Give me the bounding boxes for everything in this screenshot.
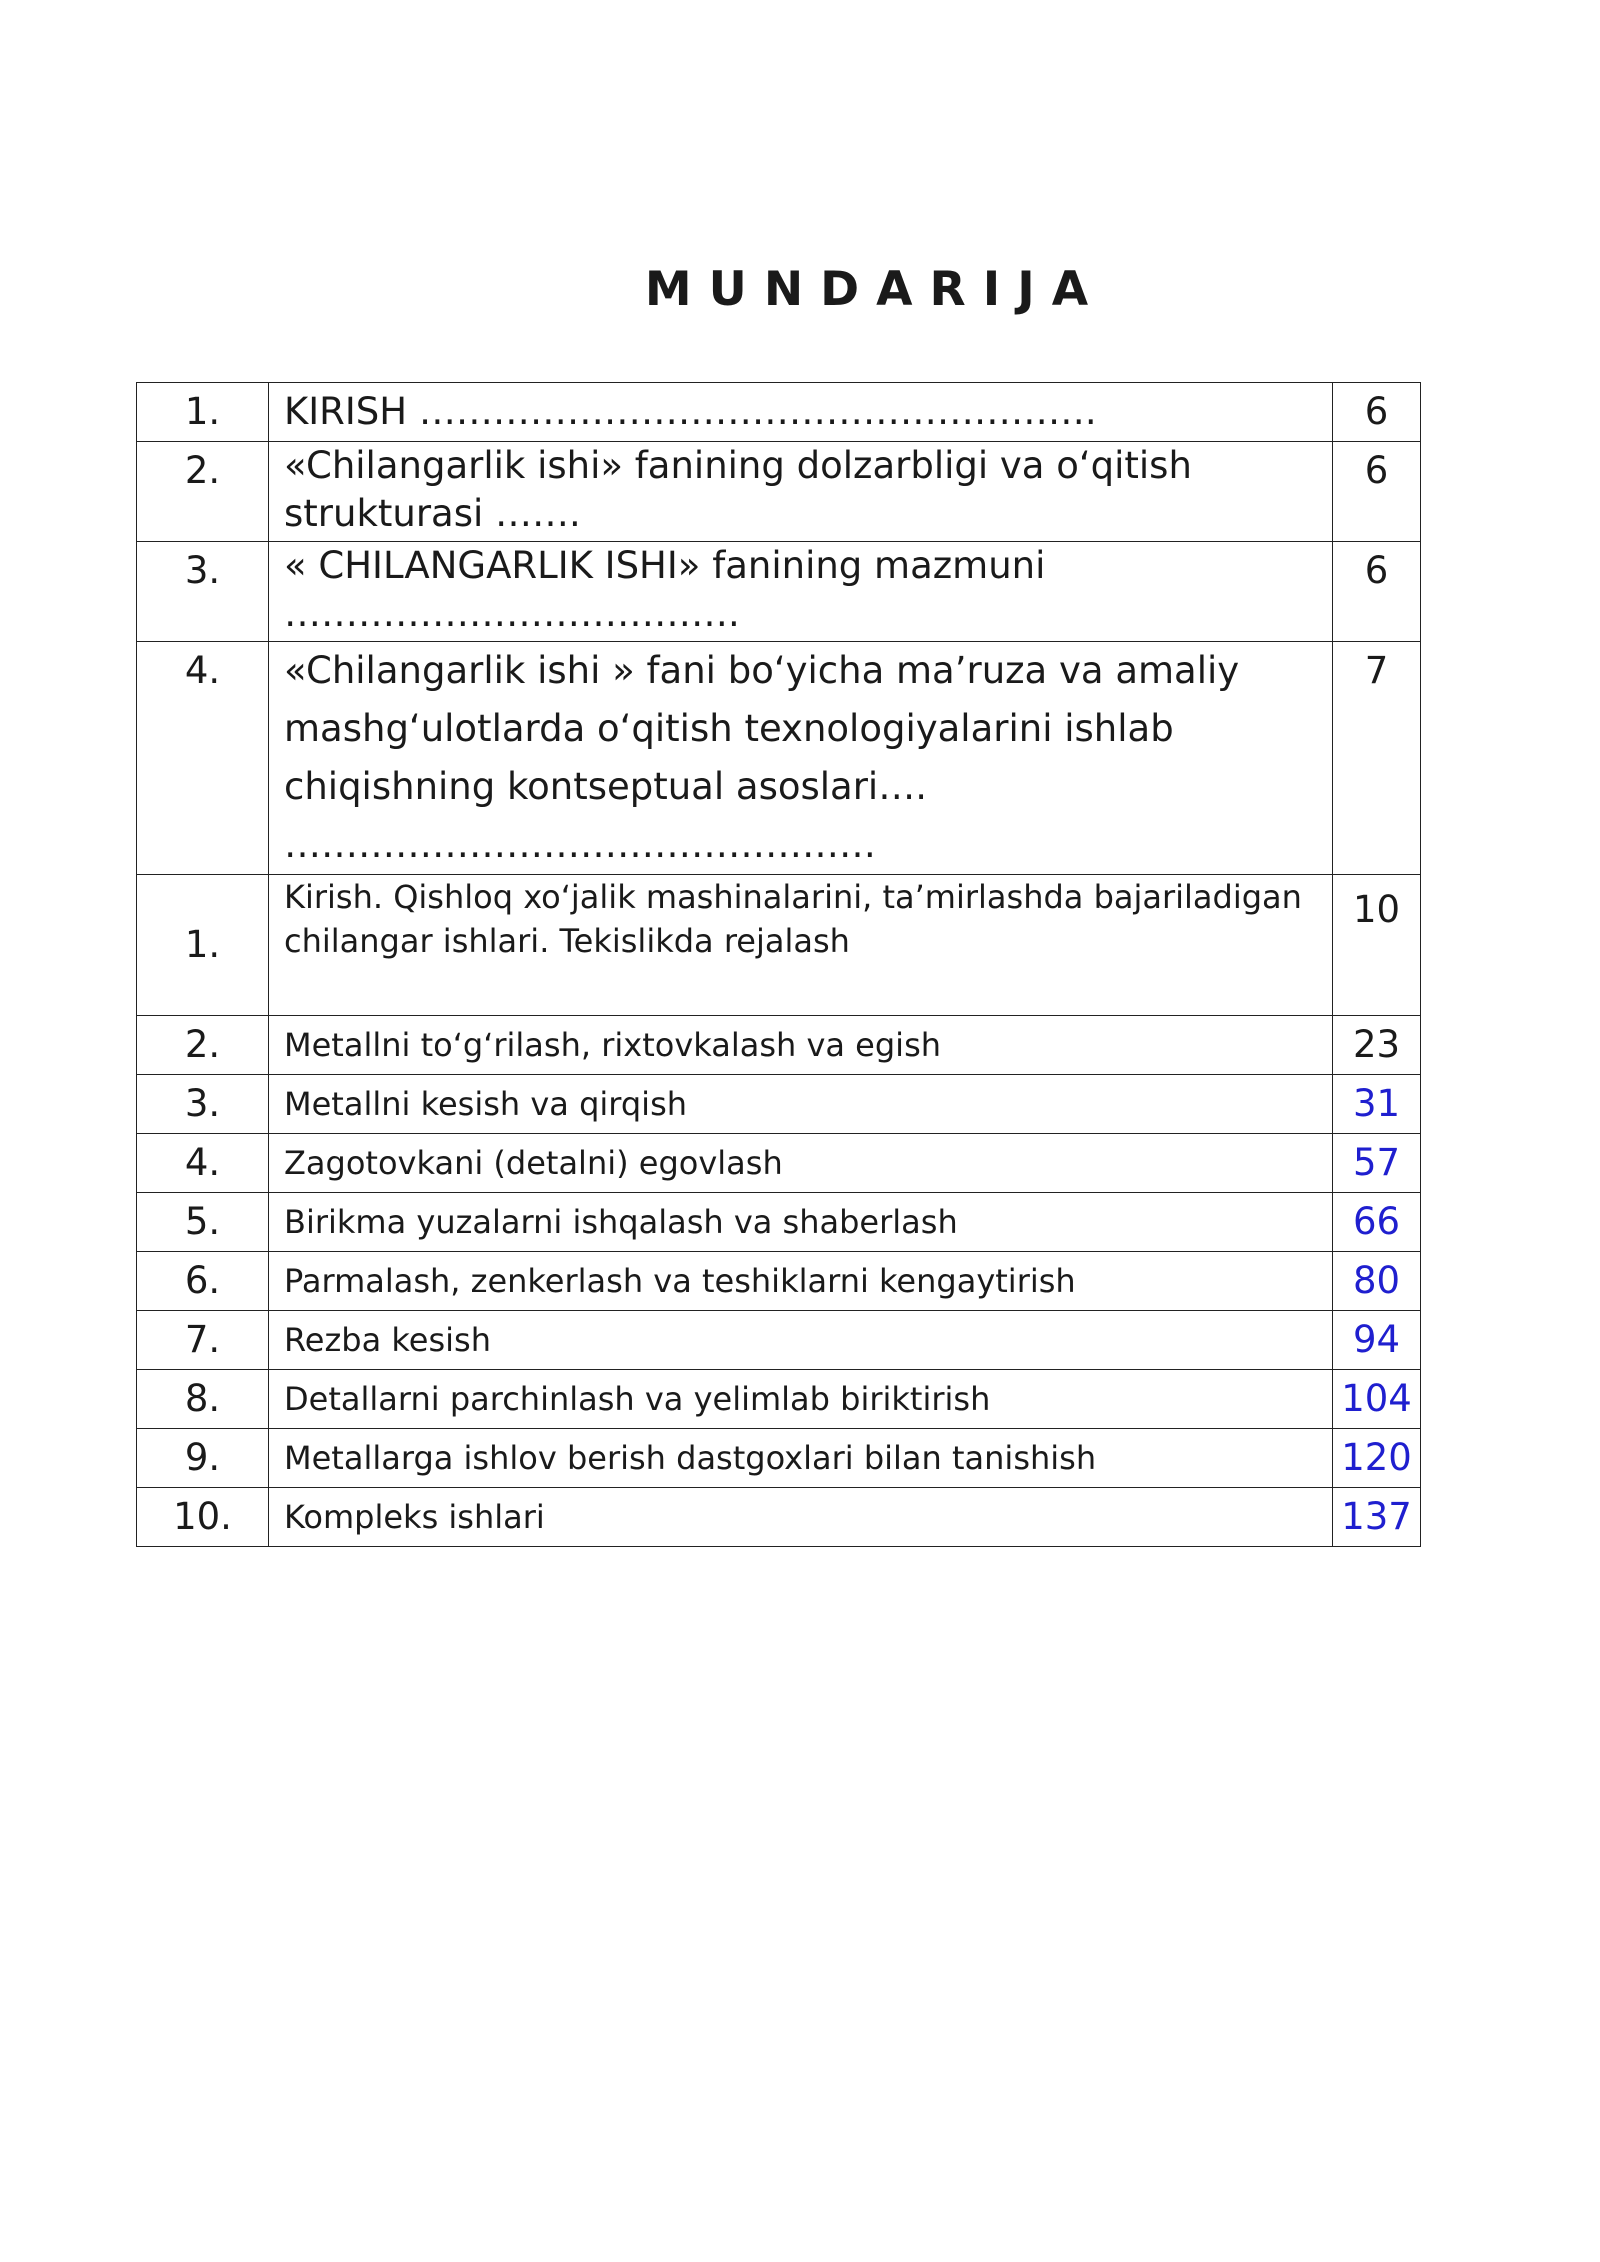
toc-page-link[interactable]: 66 (1333, 1193, 1421, 1252)
toc-row (137, 1429, 1421, 1488)
toc-title: Detallarni parchinlash va yelimlab biriktirish (269, 1370, 1333, 1429)
toc-title: Kirish. Qishloq xo‘jalik mashinalarini, ta’mirlashda bajariladigan chilangar ishlari. Tekislikda rejalash (269, 875, 1333, 1016)
toc-page-link[interactable]: 104 (1333, 1370, 1421, 1429)
toc-number: 2. (137, 442, 269, 542)
toc-title: Rezba kesish (269, 1311, 1333, 1370)
toc-title: KIRISH ………………………………………………. (269, 383, 1333, 442)
toc-title: Zagotovkani (detalni) egovlash (269, 1134, 1333, 1193)
toc-title: Birikma yuzalarni ishqalash va shaberlash (269, 1193, 1333, 1252)
toc-number: 7. (137, 1311, 269, 1370)
toc-title: «Chilangarlik ishi» fanining dolzarbligi va o‘qitish strukturasi ……. (269, 442, 1333, 542)
toc-number: 4. (137, 1134, 269, 1193)
table-of-contents (136, 382, 1421, 1547)
toc-page: 10 (1333, 875, 1421, 1016)
toc-row (137, 442, 1421, 542)
toc-page-link[interactable]: 57 (1333, 1134, 1421, 1193)
toc-number: 2. (137, 1016, 269, 1075)
toc-row (137, 542, 1421, 642)
toc-number: 10. (137, 1488, 269, 1547)
toc-row (137, 1252, 1421, 1311)
toc-page: 6 (1333, 542, 1421, 642)
toc-number: 9. (137, 1429, 269, 1488)
toc-number: 8. (137, 1370, 269, 1429)
page-title: MUNDARIJA (644, 262, 1106, 317)
toc-row (137, 875, 1421, 1016)
toc-row (137, 383, 1421, 442)
toc-page: 6 (1333, 442, 1421, 542)
toc-row (137, 1134, 1421, 1193)
toc-title: «Chilangarlik ishi » fani bo‘yicha ma’ruza va amaliy mashg‘ulotlarda o‘qitish texnologiyalarini ishlab chiqishning kontseptual asoslari…. ………………………………………… (269, 642, 1333, 875)
toc-page: 23 (1333, 1016, 1421, 1075)
toc-row (137, 1488, 1421, 1547)
toc-page-link[interactable]: 80 (1333, 1252, 1421, 1311)
toc-title: Metallni kesish va qirqish (269, 1075, 1333, 1134)
toc-title: Kompleks ishlari (269, 1488, 1333, 1547)
toc-number: 1. (137, 383, 269, 442)
toc-number: 4. (137, 642, 269, 875)
toc-number: 3. (137, 542, 269, 642)
toc-page: 6 (1333, 383, 1421, 442)
toc-title: Parmalash, zenkerlash va teshiklarni kengaytirish (269, 1252, 1333, 1311)
toc-row (137, 1075, 1421, 1134)
toc-title: Metallarga ishlov berish dastgoxlari bilan tanishish (269, 1429, 1333, 1488)
toc-row (137, 1311, 1421, 1370)
toc-number: 5. (137, 1193, 269, 1252)
toc-number: 6. (137, 1252, 269, 1311)
toc-row (137, 642, 1421, 875)
toc-title: Metallni to‘g‘rilash, rixtovkalash va egish (269, 1016, 1333, 1075)
toc-page-link[interactable]: 137 (1333, 1488, 1421, 1547)
toc-page-link[interactable]: 31 (1333, 1075, 1421, 1134)
toc-page-link[interactable]: 120 (1333, 1429, 1421, 1488)
toc-page: 7 (1333, 642, 1421, 875)
toc-row (137, 1016, 1421, 1075)
toc-number: 1. (137, 875, 269, 1016)
toc-page-link[interactable]: 94 (1333, 1311, 1421, 1370)
toc-row (137, 1370, 1421, 1429)
toc-row (137, 1193, 1421, 1252)
toc-title: « CHILANGARLIK ISHI» fanining mazmuni ………………………………. (269, 542, 1333, 642)
toc-number: 3. (137, 1075, 269, 1134)
